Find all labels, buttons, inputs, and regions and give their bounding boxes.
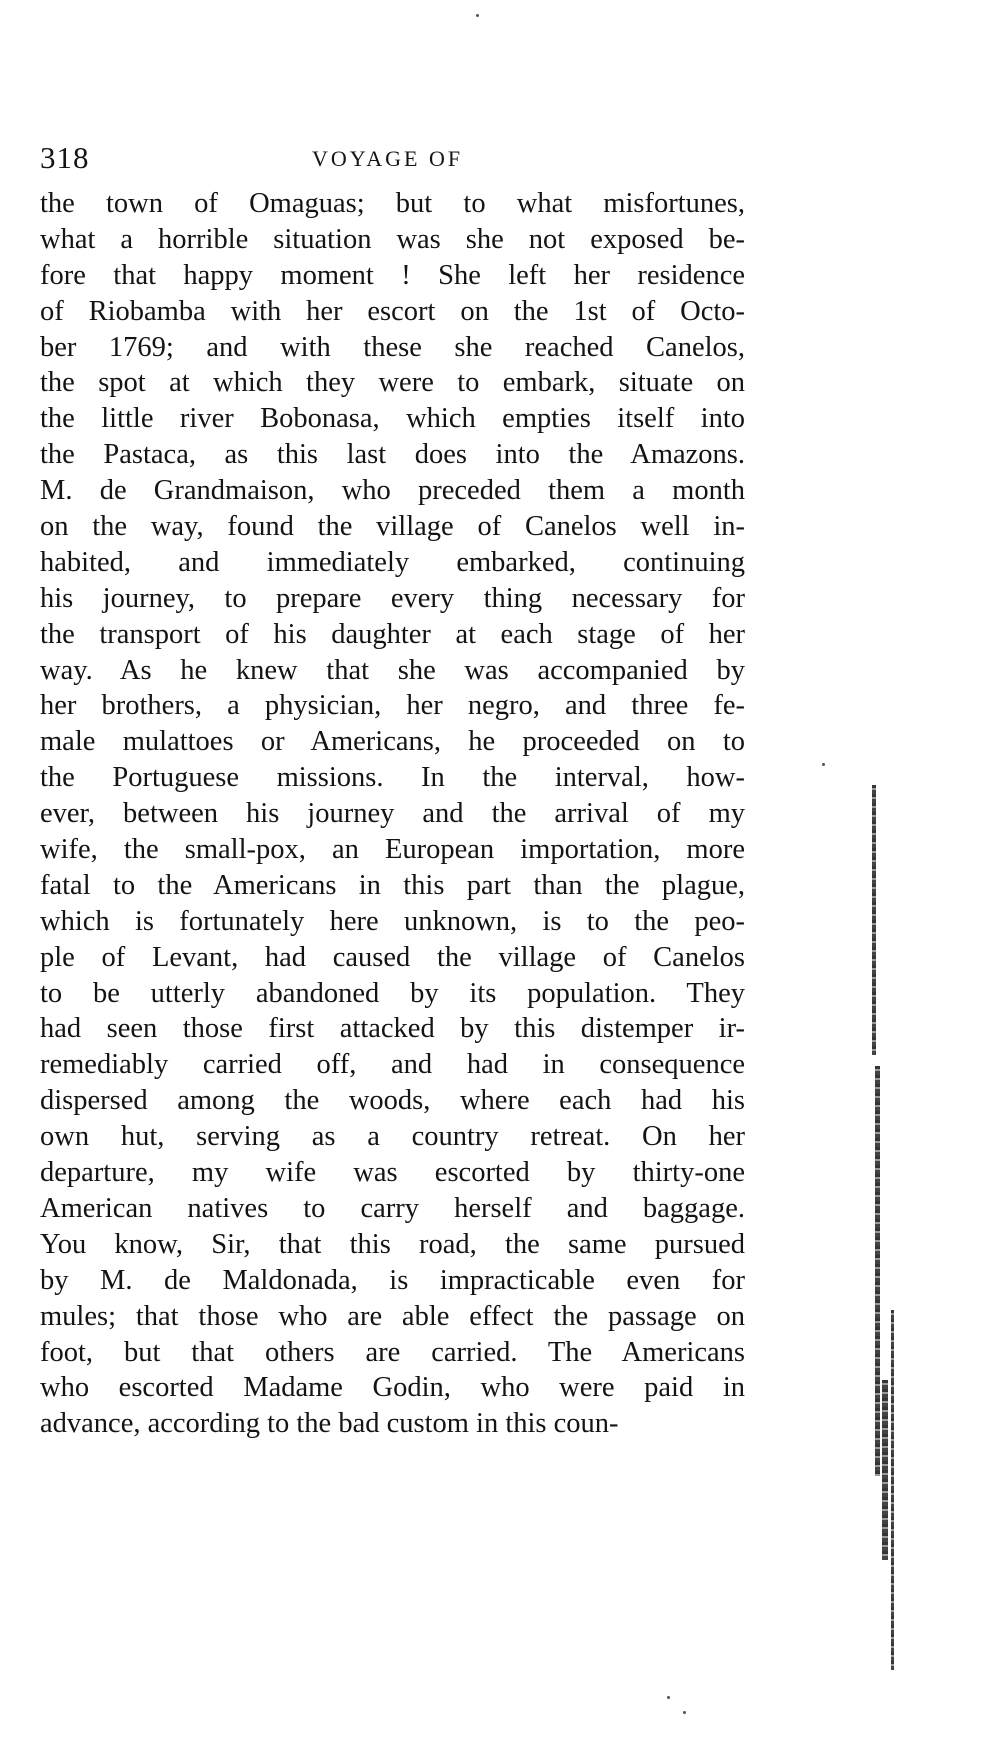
text-line: remediably carried off, and had in consequence <box>40 1049 745 1081</box>
text-line: which is fortunately here unknown, is to the peo- <box>40 905 745 937</box>
text-line: the town of Omaguas; but to what misfortunes, <box>40 188 745 219</box>
text-line: her brothers, a physician, her negro, and three fe- <box>40 690 745 722</box>
text-line: had seen those first attacked by this distemper ir- <box>40 1013 745 1045</box>
text-line: ple of Levant, had caused the village of Canelos <box>40 941 745 973</box>
paper-speck <box>476 14 479 17</box>
text-line: his journey, to prepare every thing necessary for <box>40 582 745 614</box>
text-line: the transport of his daughter at each stage of her <box>40 618 745 650</box>
body-text <box>40 186 745 1442</box>
text-line: of Riobamba with her escort on the 1st of Octo- <box>40 295 745 327</box>
text-line: the Pastaca, as this last does into the Amazons. <box>40 439 745 471</box>
text-line: mules; that those who are able effect the passage on <box>40 1300 745 1332</box>
page-edge-shadow <box>872 785 876 1055</box>
text-line: habited, and immediately embarked, continuing <box>40 546 745 578</box>
text-line: ber 1769; and with these she reached Canelos, <box>40 331 745 363</box>
text-line: M. de Grandmaison, who preceded them a month <box>40 475 745 507</box>
text-line: ever, between his journey and the arrival of my <box>40 798 745 830</box>
page-edge-shadow <box>875 1066 880 1476</box>
text-line: what a horrible situation was she not exposed be- <box>40 223 745 255</box>
text-line: the spot at which they were to embark, situate on <box>40 367 745 399</box>
text-line: who escorted Madame Godin, who were paid in <box>40 1372 745 1404</box>
text-line: fatal to the Americans in this part than the plague, <box>40 869 745 901</box>
text-line: departure, my wife was escorted by thirty-one <box>40 1157 745 1189</box>
paper-speck <box>683 1711 686 1714</box>
text-line: on the way, found the village of Canelos well in- <box>40 511 745 543</box>
page-edge-shadow <box>882 1380 888 1560</box>
paper-speck <box>667 1696 670 1699</box>
text-line: the little river Bobonasa, which empties itself into <box>40 403 745 435</box>
text-line: advance, according to the bad custom in this coun- <box>40 1408 619 1440</box>
text-line: to be utterly abandoned by its population. They <box>40 977 745 1009</box>
text-line: own hut, serving as a country retreat. On her <box>40 1121 745 1153</box>
text-line: wife, the small-pox, an European importation, more <box>40 834 745 866</box>
paper-speck <box>822 763 825 766</box>
text-line: foot, but that others are carried. The Americans <box>40 1336 745 1368</box>
text-line: male mulattoes or Americans, he proceeded on to <box>40 726 745 758</box>
page-header <box>40 140 500 180</box>
text-line: by M. de Maldonada, is impracticable even for <box>40 1264 745 1296</box>
text-line: You know, Sir, that this road, the same pursued <box>40 1228 745 1260</box>
text-line: American natives to carry herself and baggage. <box>40 1192 745 1224</box>
running-head: VOYAGE OF <box>312 146 464 171</box>
text-line: dispersed among the woods, where each had his <box>40 1085 745 1117</box>
text-line: way. As he knew that she was accompanied by <box>40 654 745 686</box>
text-line: fore that happy moment ! She left her residence <box>40 259 745 291</box>
page-edge-shadow <box>891 1310 894 1670</box>
page-number: 318 <box>40 140 90 175</box>
text-line: the Portuguese missions. In the interval, how- <box>40 762 745 794</box>
